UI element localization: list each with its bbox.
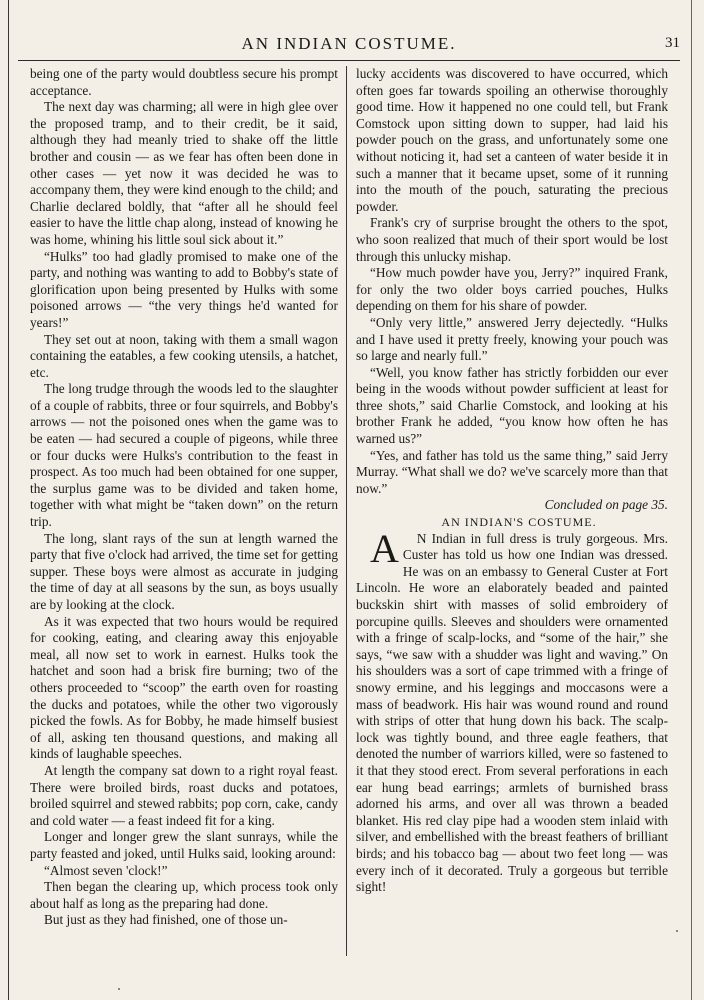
print-speck [676, 930, 678, 932]
paragraph: The long trudge through the woods led to the slaughter of a couple of rabbits, three or four squirrels, and Bobby's arrows — not the poisoned ones when the game was to be eaten — had secured a couple of pigeons, while three or four ducks were Hulks's contribution to the feast in prospect. As too much had been obtained for one supper, the surplus game was to be divided and taken home, together with what might be “taken down” on the return trip. [30, 381, 338, 530]
paragraph: Then began the clearing up, which process took only about half as long as the preparing had done. [30, 879, 338, 911]
paragraph: lucky accidents was discovered to have occurred, which often goes far towards spoiling an otherwise thoroughly good time. How it happened no one could tell, but Frank Comstock upon sitting down to supper, had laid his powder pouch on the grass, and unfortunately some one without noticing it, had set a canteen of water beside it in such a manner that it became upset, some of it running into the mouth of the pouch, saturating the precious powder. [356, 66, 668, 214]
article-text: N Indian in full dress is truly gorgeous. Mrs. Custer has told us how one Indian was dressed. He was on an embassy to General Custer at Fort Lincoln. He wore an elaborately beaded and painted buckskin shirt with masses of solid embroidery of porcupine quills. Sleeves and shoulders were ornamented with a fringe of scalp-locks, and “some of the hair,” she says, “we saw with a shudder was light and waving.” On his shoulders was a sort of cape trimmed with a fringe of snowy ermine, and his leggings and moccasons were a mass of beadwork. His hair was wound round and round with strips of otter that hung down his back. The scalp-lock was tightly bound, and three eagle feathers, that denoted the number of warriors killed, were so fastened to it that they stood erect. From several perforations in each ear hung bead earrings; armlets of burnished brass adorned his arms, and over all was thrown a beaded blanket. His red clay pipe had a wooden stem inlaid with silver, and embellished with the breast feathers of brilliant birds; and his tobacco bag — about two feet long — was every inch of it decorated. Truly a gorgeous but terrible sight! [356, 530, 668, 895]
print-speck [118, 988, 120, 990]
paragraph: Frank's cry of surprise brought the others to the spot, who soon realized that much of their sport would be lost through this unlucky mishap. [356, 215, 668, 264]
paragraph: “Well, you know father has strictly forbidden our ever being in the woods without powder sufficient at least for three shots,” said Charlie Comstock, and looking at his brother Frank he added, “you know how often he has warned us?” [356, 364, 668, 447]
paragraph: But just as they had finished, one of those un- [44, 912, 288, 928]
page-number: 31 [665, 35, 680, 51]
paragraph: “How much powder have you, Jerry?” inquired Frank, for only the two older boys carried pouches, Hulks depending on them for his share of powder. [356, 265, 668, 314]
continued-note: Concluded on page 35. [544, 497, 668, 513]
running-header [18, 34, 680, 61]
paragraph: “Only very little,” answered Jerry dejectedly. “Hulks and I have used it pretty freely, knowing your pouch was so large and nearly full.” [356, 314, 668, 364]
paragraph: As it was expected that two hours would be required for cooking, eating, and clearing away this enjoyable meal, all now set to work in earnest. Hulks took the hatchet and soon had a brisk fire burning; two of the others proceeded to “scoop” the earth oven for roasting the ducks and potatoes, while the other two vigorously picked the fowls. As for Bobby, he made himself busiest of all, asking ten thousand questions, and making all kinds of laughable speeches. [30, 613, 338, 762]
paragraph: being one of the party would doubtless secure his prompt acceptance. [30, 66, 338, 98]
paragraph: “Almost seven 'clock!” [44, 862, 168, 878]
paragraph: “Hulks” too had gladly promised to make one of the party, and nothing was wanting to add to Bobby's state of glorification upon being presented by Hulks with some poisoned arrows — “the very things he'd wanted for years!” [30, 248, 338, 330]
paragraph: The long, slant rays of the sun at length warned the party that five o'clock had arrived, the time set for getting supper. These boys were almost as accurate in judging the time of day at all seasons by the sun, as boys usually are by looking at the clock. [30, 530, 338, 612]
article-paragraph [356, 525, 668, 896]
paragraph: “Yes, and father has told us the same thing,” said Jerry Murray. “What shall we do? we've scarcely more than that now.” [356, 447, 668, 496]
running-title: AN INDIAN COSTUME. [241, 34, 457, 53]
paragraph: The next day was charming; all were in high glee over the proposed tramp, and to their credit, be it said, although they had meanly tried to shake off the little brother and cousin — as we fear has often been done in other cases — yet now it was decided he was to accompany them, they were kind enough to the child; and Charlie declared boldly, that “after all he should feel easier to have the little chap along, instead of knowing he was home, whining his little soul sick about it.” [30, 99, 338, 247]
paragraph: At length the company sat down to a right royal feast. There were broiled birds, roast ducks and potatoes, broiled squirrel and stewed rabbits; pop corn, cake, candy and cold water — a feast indeed fit for a king. [30, 762, 338, 828]
left-column [30, 66, 338, 956]
column-rule [346, 66, 347, 956]
paragraph: Longer and longer grew the slant sunrays, while the party feasted and joked, until Hulks said, looking around: [30, 829, 338, 861]
drop-cap: A [370, 525, 399, 571]
paragraph: They set out at noon, taking with them a small wagon containing the eatables, a few cooking utensils, a hatchet, etc. [30, 331, 338, 380]
article-title: AN INDIAN'S COSTUME. [441, 515, 597, 530]
right-column [356, 66, 668, 956]
